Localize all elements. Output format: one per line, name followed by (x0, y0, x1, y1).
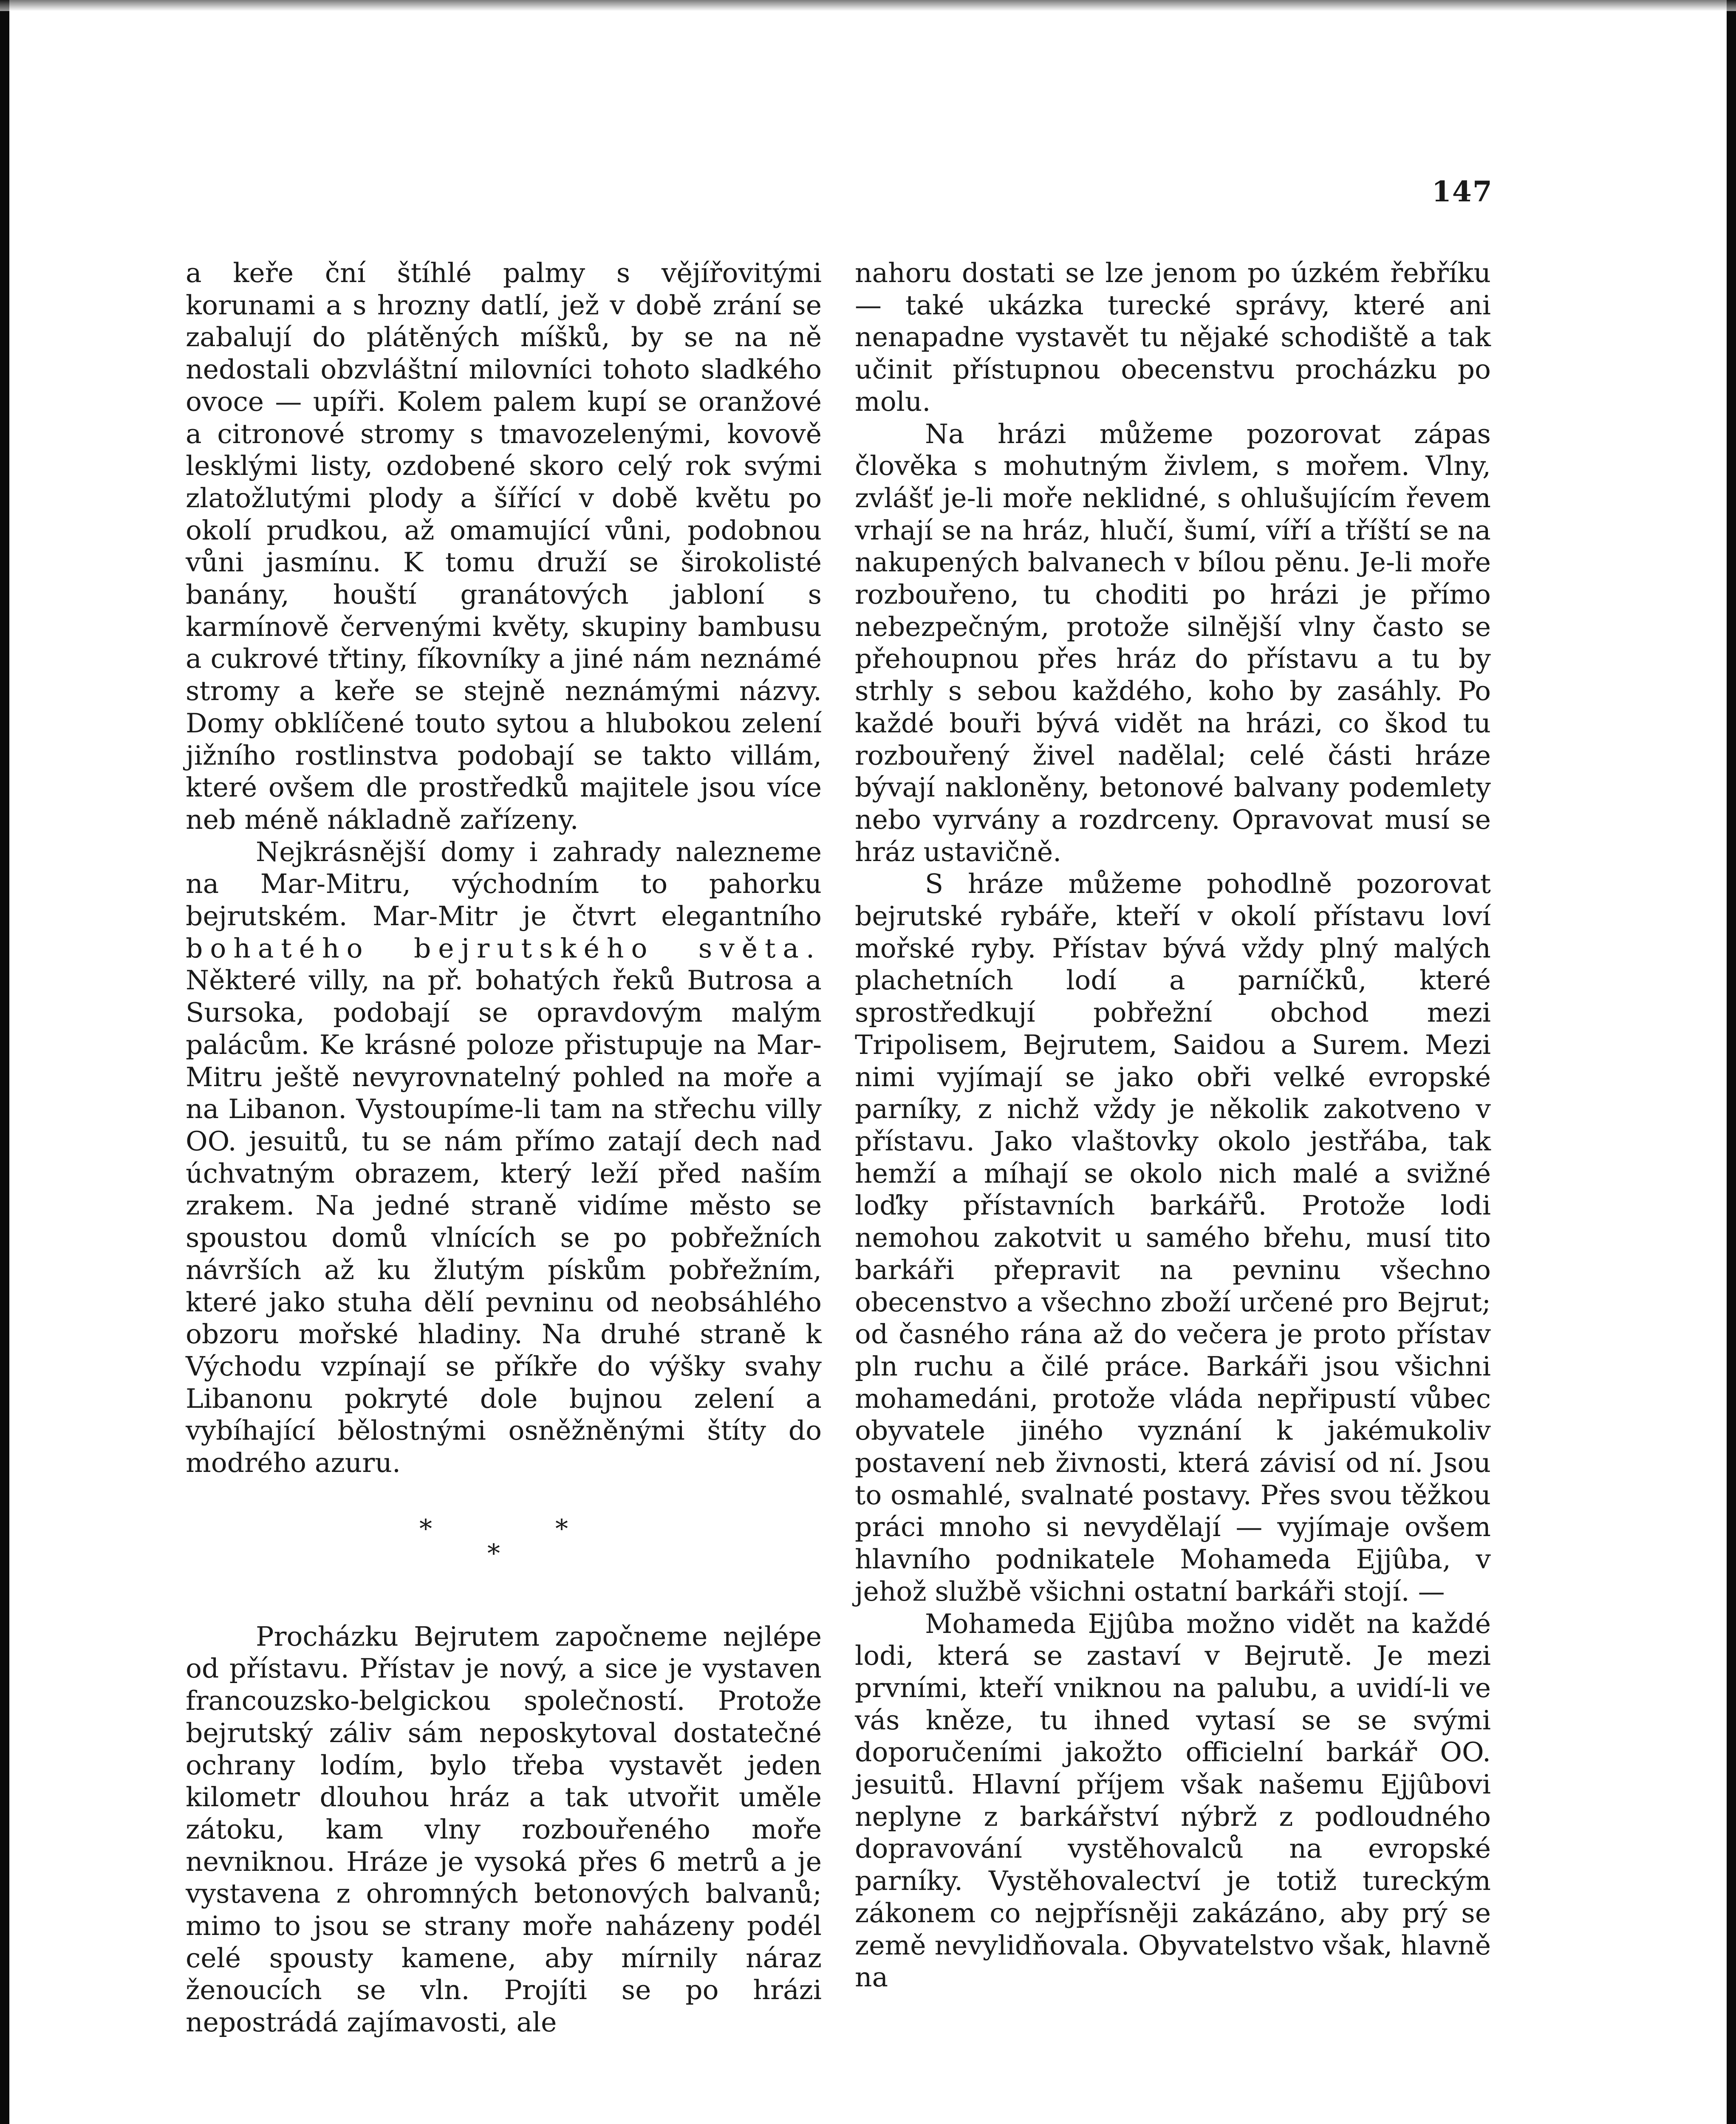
paragraph (186, 836, 822, 1479)
asterisk: * (555, 1514, 568, 1544)
paragraph: Procházku Bejrutem započneme nejlépe od přístavu. Přístav je nový, a sice je vystaven francouzsko-belgickou společností. Protože bejrutský záliv sám neposkytoval dostatečné ochrany lodím, bylo třeba vystavět jeden kilometr dlouhou hráz a tak utvořit uměle zátoku, kam vlny rozbouřeného moře nevniknou. Hráze je vysoká přes 6 metrů a je vystavena z ohromných betonových balvanů; mimo to jsou se strany moře naházeny podél celé spousty kamene, aby mírnily náraz ženoucích se vln. Projíti se po hrázi nepostrádá zajímavosti, ale (186, 1621, 822, 2038)
left-column (186, 257, 822, 2039)
asterisk: * (487, 1538, 500, 1568)
paragraph: Mohameda Ejjûba možno vidět na každé lodi, která se zastaví v Bejrutě. Je mezi prvními, kteří vniknou na palubu, a uvidí-li ve vás kněze, tu ihned vytasí se se svými doporučeními jakožto officielní barkář OO. jesuitů. Hlavní příjem však našemu Ejjûbovi neplyne z barkářství nýbrž z podloudného dopravování vystěhovalců na evropské parníky. Vystěhovalectví je totiž tureckým zákonem co nejpřísněji zakázáno, aby prý se země nevylidňovala. Obyvatelstvo však, hlavně na (855, 1608, 1491, 1993)
scan-edge-right (1727, 0, 1736, 2124)
paragraph: a keře ční štíhlé palmy s vějířovitými korunami a s hrozny datlí, jež v době zrání se zabalují do plátěných míšků, by se na ně nedostali obzvláštní milovníci tohoto sladkého ovoce — upíři. Kolem palem kupí se oranžové a citronové stromy s tmavozelenými, kovově lesklými listy, ozdobené skoro celý rok svými zlatožlutými plody a šířící v době květu po okolí prudkou, až omamující vůni, podobnou vůni jasmínu. K tomu druží se širokolisté banány, houští granátových jabloní s karmínově červenými květy, skupiny bambusu a cukrové třtiny, fíkovníky a jiné nám neznámé stromy a keře se stejně neznámými názvy. Domy obklíčené touto sytou a hlubokou zelení jižního rostlinstva podobají se takto villám, které ovšem dle prostředků majitele jsou více neb méně nákladně zařízeny. (186, 257, 822, 835)
paragraph: nahoru dostati se lze jenom po úzkém řebříku — také ukázka turecké správy, které ani nenapadne vystavět tu nějaké schodiště a tak učinit přístupnou obecenstvu procházku po molu. (855, 257, 1491, 417)
spaced-emphasis: bohatého bejrutského světa. (186, 932, 822, 964)
asterisk: * (419, 1514, 432, 1544)
paragraph-text: Některé villy, na př. bohatých řeků Butrosa a Sursoka, podobají se opravdovým malým palácům. Ke krásné poloze přistupuje na Mar-Mitru ještě nevyrovnatelný pohled na moře a na Libanon. Vystoupíme-li tam na střechu villy OO. jesuitů, tu se nám přímo zatají dech nad úchvatným obrazem, který leží před naším zrakem. Na jedné straně vidíme město se spoustou domů vlnících se po pobřežních návrších až ku žlutým pískům pobřežním, které jako stuha dělí pevninu od neobsáhlého obzoru mořské hladiny. Na druhé straně k Východu vzpínají se příkře do výšky svahy Libanonu pokryté dole bujnou zelení a vybíhající bělostnými osněžněnými štíty do modrého azuru. (186, 965, 822, 1479)
paragraph-text: Nejkrásnější domy i zahrady nalezneme na Mar-Mitru, východním to pahorku bejrutském. Mar-Mitr je čtvrt elegantního (186, 836, 822, 932)
paragraph: S hráze můžeme pohodlně pozorovat bejrutské rybáře, kteří v okolí přístavu loví mořské ryby. Přístav bývá vždy plný malých plachetních lodí a parníčků, které sprostředkují pobřežní obchod mezi Tripolisem, Bejrutem, Saidou a Surem. Mezi nimi vyjímají se jako obři velké evropské parníky, z nichž vždy je několik zakotveno v přístavu. Jako vlaštovky okolo jestřába, tak hemží a míhají se okolo nich malé a svižné loďky přístavních barkářů. Protože lodi nemohou zakotvit u samého břehu, musí tito barkáři přepravit na pevninu všechno obecenstvo a všechno zboží určené pro Bejrut; od časného rána až do večera je proto přístav pln ruchu a čilé práce. Barkáři jsou všichni mohamedáni, protože vláda nepřipustí vůbec obyvatele jiného vyznání k jakémukoliv postavení neb živnosti, která závisí od ní. Jsou to osmahlé, svalnaté postavy. Přes svou těžkou práci mnoho si nevydělají — vyjímaje ovšem hlavního podnikatele Mohameda Ejjûba, v jehož službě všichni ostatní barkáři stojí. — (855, 868, 1491, 1607)
page-number: 147 (1432, 175, 1493, 208)
scan-edge-top (0, 0, 1736, 11)
section-divider (186, 1513, 822, 1621)
right-column (855, 257, 1491, 1994)
scan-edge-left (0, 0, 9, 2124)
paragraph: Na hrázi můžeme pozorovat zápas člověka s mohutným živlem, s mořem. Vlny, zvlášť je-li moře neklidné, s ohlušujícím řevem vrhají se na hráz, hlučí, šumí, víří a tříští se na nakupených balvanech v bílou pěnu. Je-li moře rozbouřeno, tu choditi po hrázi je přímo nebezpečným, protože silnější vlny často se přehoupnou přes hráz do přístavu a tu by strhly s sebou každého, koho by zasáhly. Po každé bouři bývá vidět na hrázi, co škod tu rozbouřený živel nadělal; celé části hráze bývají nakloněny, betonové balvany podemlety nebo vyrvány a rozdrceny. Opravovat musí se hráz ustavičně. (855, 418, 1491, 867)
